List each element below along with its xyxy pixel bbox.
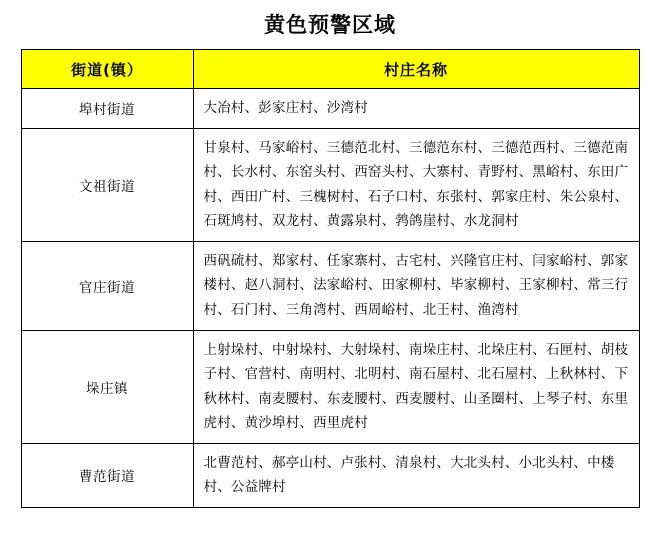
cell-street: 埠村街道 (21, 89, 193, 129)
cell-street: 文祖街道 (21, 128, 193, 241)
cell-street: 垛庄镇 (21, 330, 193, 443)
table-row (21, 128, 639, 241)
table-header (21, 50, 639, 89)
cell-villages: 大冶村、彭家庄村、沙湾村 (193, 89, 639, 129)
cell-villages: 西矾硫村、郑家村、任家寨村、古宅村、兴隆官庄村、闫家峪村、郭家楼村、赵八洞村、法家峪村、田家柳村、毕家柳村、王家柳村、常三行村、石门村、三角湾村、西周峪村、北王村、渔湾村 (193, 241, 639, 330)
warning-area-table (21, 49, 640, 508)
cell-villages: 上射垛村、中射垛村、大射垛村、南垛庄村、北垛庄村、石匣村、胡枝子村、官营村、南明村、北明村、南石屋村、北石屋村、上秋林村、下秋林村、南麦腰村、东麦腰村、西麦腰村、山圣圈村、上琴子村、东里虎村、黄沙埠村、西里虎村 (193, 330, 639, 443)
column-header-villages: 村庄名称 (193, 50, 639, 89)
table-row (21, 241, 639, 330)
cell-villages: 北曹范村、郝亭山村、卢张村、清泉村、大北头村、小北头村、中楼村、公益牌村 (193, 443, 639, 507)
table-header-row (21, 50, 639, 89)
cell-street: 官庄街道 (21, 241, 193, 330)
page-title: 黄色预警区域 (264, 13, 396, 37)
cell-street: 曹范街道 (21, 443, 193, 507)
table-body (21, 89, 639, 508)
column-header-street: 街道(镇） (21, 50, 193, 89)
table-row (21, 330, 639, 443)
table-row (21, 443, 639, 507)
cell-villages: 甘泉村、马家峪村、三德范北村、三德范东村、三德范西村、三德范南村、长水村、东窑头村、西窑头村、大寨村、青野村、黑峪村、东田广村、西田广村、三槐树村、石子口村、东张村、郭家庄村、朱公泉村、石斑鸠村、双龙村、黄露泉村、鹁鸽崖村、水龙洞村 (193, 128, 639, 241)
table-row (21, 89, 639, 129)
